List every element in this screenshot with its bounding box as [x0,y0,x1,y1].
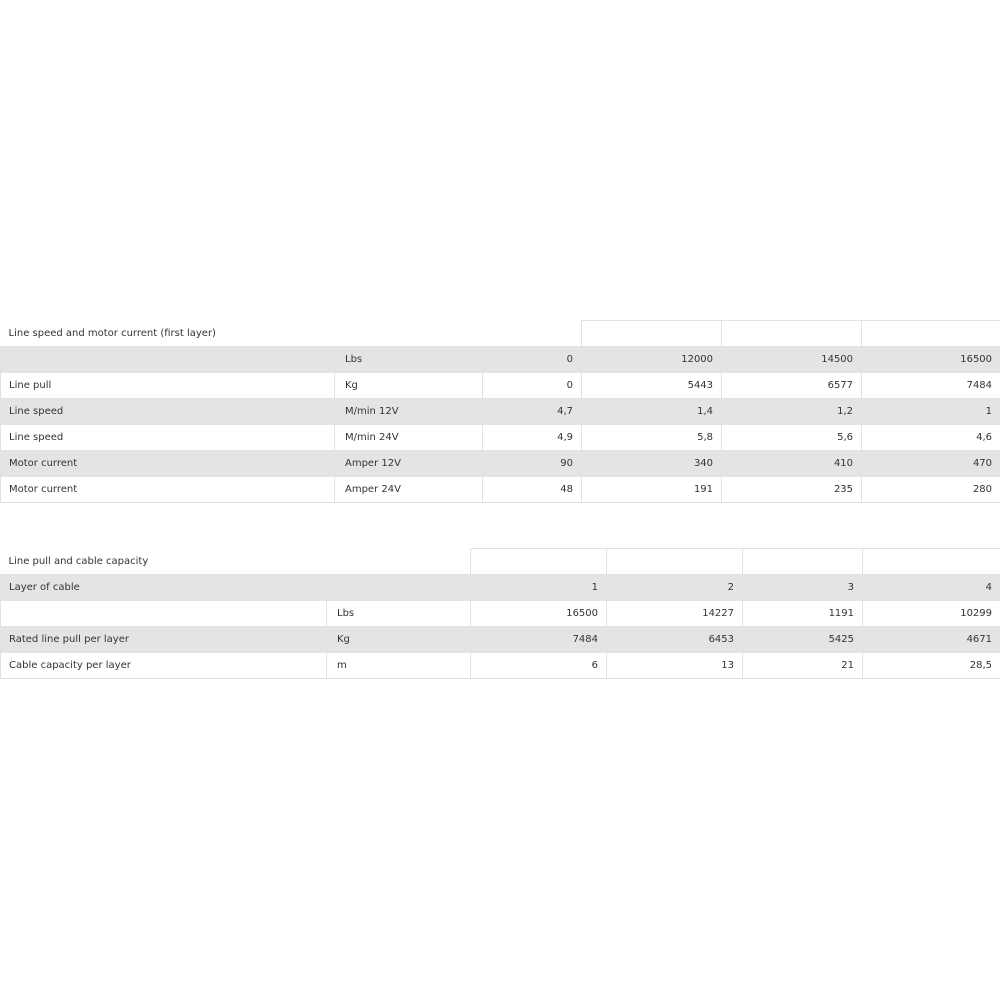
row-unit: Kg [335,372,483,398]
table-row [1,398,1000,424]
row-unit [327,574,471,600]
table-cell: 1,2 [722,398,862,424]
table-cell: 1 [862,398,1000,424]
table-row [1,476,1000,502]
table-cell: 90 [483,450,582,476]
row-unit: M/min 12V [335,398,483,424]
empty-cell [582,321,722,347]
table-cell: 4671 [863,626,1000,652]
table-cell: 5425 [743,626,863,652]
table-cell: 13 [607,652,743,678]
row-label: Line pull [1,372,335,398]
empty-cell [722,321,862,347]
table-cell: 6 [471,652,607,678]
row-unit: Lbs [335,346,483,372]
table-cell: 6577 [722,372,862,398]
row-unit: Kg [327,626,471,652]
table-cell: 4,6 [862,424,1000,450]
table-cell: 0 [483,372,582,398]
empty-cell [862,321,1000,347]
table-row [1,424,1000,450]
table-caption: Line speed and motor current (first layer) [1,321,582,347]
table-cell: 191 [582,476,722,502]
table-cell: 470 [862,450,1000,476]
table-cell: 10299 [863,600,1000,626]
table-cell: 0 [483,346,582,372]
table-row [1,626,1000,652]
table-cell: 14227 [607,600,743,626]
table-cell: 21 [743,652,863,678]
table-cell: 4,7 [483,398,582,424]
empty-cell [471,549,607,575]
table-caption-row [1,549,1000,575]
row-label: Motor current [1,476,335,502]
table-cell: 1191 [743,600,863,626]
table-cell: 4,9 [483,424,582,450]
table-row [1,652,1000,678]
empty-cell [607,549,743,575]
row-label: Motor current [1,450,335,476]
table-caption-row [1,321,1000,347]
row-unit: M/min 24V [335,424,483,450]
table-row [1,346,1000,372]
table-row [1,600,1000,626]
row-label [1,600,327,626]
table-row [1,574,1000,600]
row-unit: Amper 12V [335,450,483,476]
row-unit: Amper 24V [335,476,483,502]
table-cell: 7484 [862,372,1000,398]
table-cell: 5,8 [582,424,722,450]
row-label: Line speed [1,398,335,424]
table-cell: 280 [862,476,1000,502]
table-cell: 1 [471,574,607,600]
table-cell: 48 [483,476,582,502]
table-caption: Line pull and cable capacity [1,549,471,575]
table-cell: 4 [863,574,1000,600]
row-label: Layer of cable [1,574,327,600]
table-cell: 7484 [471,626,607,652]
row-unit: m [327,652,471,678]
line-pull-cable-capacity-table [0,548,1000,679]
table-cell: 28,5 [863,652,1000,678]
table-cell: 14500 [722,346,862,372]
table-cell: 410 [722,450,862,476]
table-cell: 6453 [607,626,743,652]
empty-cell [863,549,1000,575]
row-label: Line speed [1,424,335,450]
row-unit: Lbs [327,600,471,626]
table-cell: 235 [722,476,862,502]
row-label: Rated line pull per layer [1,626,327,652]
row-label: Cable capacity per layer [1,652,327,678]
row-label [1,346,335,372]
empty-cell [743,549,863,575]
table-row [1,450,1000,476]
table-cell: 2 [607,574,743,600]
table-cell: 16500 [862,346,1000,372]
line-speed-motor-current-table [0,320,1000,503]
table-cell: 340 [582,450,722,476]
table-cell: 5,6 [722,424,862,450]
table-cell: 1,4 [582,398,722,424]
table-cell: 12000 [582,346,722,372]
table-cell: 5443 [582,372,722,398]
table-cell: 3 [743,574,863,600]
table-row [1,372,1000,398]
table-cell: 16500 [471,600,607,626]
